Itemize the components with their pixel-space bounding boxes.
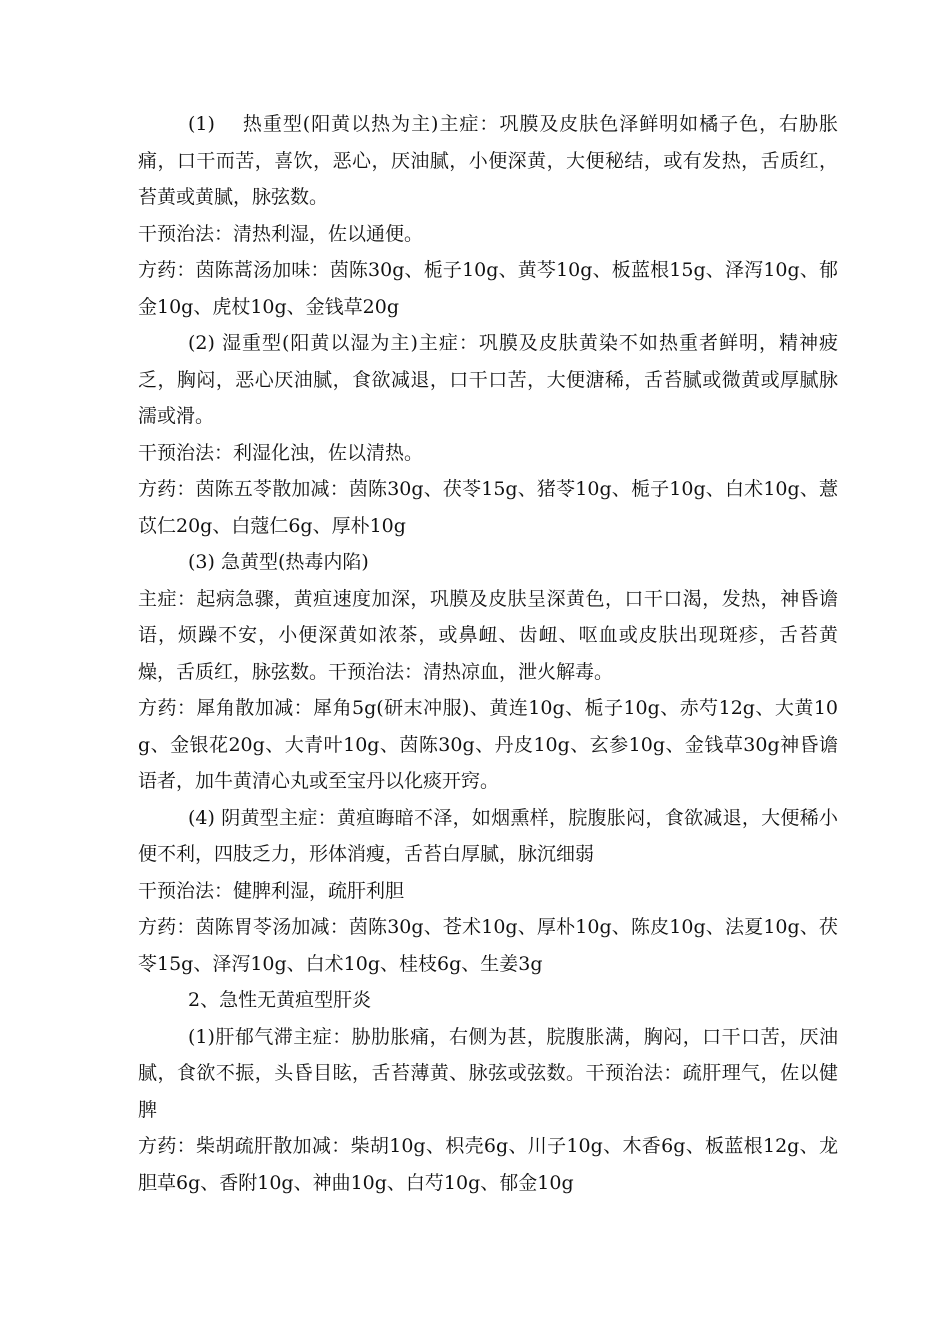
paragraph-type-4-symptoms: (4) 阴黄型主症：黄疸晦暗不泽，如烟熏样，脘腹胀闷，食欲减退，大便稀小便不利，四肢乏力，形体消瘦，舌苔白厚腻，脉沉细弱 <box>138 806 838 865</box>
section-heading-acute-anicteric-hepatitis: 2、急性无黄疸型肝炎 <box>188 989 372 1011</box>
paragraph-liver-qi-stagnation-symptoms: (1)肝郁气滞主症：胁肋胀痛，右侧为甚，脘腹胀满，胸闷，口干口苦，厌油腻，食欲不振，头昏目眩，舌苔薄黄、脉弦或弦数。干预治法：疏肝理气，佐以健脾 <box>138 1025 838 1121</box>
paragraph-type-3-symptoms: 主症：起病急骤，黄疸速度加深，巩膜及皮肤呈深黄色，口干口渴，发热，神昏谵语，烦躁不安，小便深黄如浓茶，或鼻衄、齿衄、呕血或皮肤出现斑疹，舌苔黄燥，舌质红，脉弦数。干预治法：清热凉血，泄火解毒。 <box>138 587 838 683</box>
paragraph-type-4-prescription: 方药：茵陈胃苓汤加减：茵陈30g、苍术10g、厚朴10g、陈皮10g、法夏10g、茯苓15g、泽泻10g、白术10g、桂枝6g、生姜3g <box>138 916 838 975</box>
paragraph-type-1-prescription: 方药：茵陈蒿汤加味：茵陈30g、栀子10g、黄芩10g、板蓝根15g、泽泻10g、郁金10g、虎杖10g、金钱草20g <box>138 259 838 318</box>
paragraph-type-2-prescription: 方药：茵陈五苓散加减：茵陈30g、茯苓15g、猪苓10g、栀子10g、白术10g、薏苡仁20g、白蔻仁6g、厚朴10g <box>138 478 838 537</box>
paragraph-type-4-treatment: 干预治法：健脾利湿，疏肝利胆 <box>138 879 405 902</box>
paragraph-type-1-symptoms: (1) 热重型(阳黄以热为主)主症：巩膜及皮肤色泽鲜明如橘子色，右胁胀痛，口干而苦，喜饮，恶心，厌油腻，小便深黄，大便秘结，或有发热，舌质红，苔黄或黄腻，脉弦数。 <box>138 113 838 208</box>
paragraph-type-3-heading: (3) 急黄型(热毒内陷) <box>188 551 369 573</box>
paragraph-type-2-treatment: 干预治法：利湿化浊，佐以清热。 <box>138 441 424 464</box>
paragraph-type-3-prescription: 方药：犀角散加减：犀角5g(研末冲服)、黄连10g、栀子10g、赤芍12g、大黄10g、金银花20g、大青叶10g、茵陈30g、丹皮10g、玄参10g、金钱草30g神昏谵语者，加牛黄清心丸或至宝丹以化痰开窍。 <box>138 697 838 792</box>
paragraph-type-1-treatment: 干预治法：清热利湿，佐以通便。 <box>138 222 424 245</box>
paragraph-liver-qi-stagnation-prescription: 方药：柴胡疏肝散加减：柴胡10g、枳壳6g、川子10g、木香6g、板蓝根12g、龙胆草6g、香附10g、神曲10g、白芍10g、郁金10g <box>138 1135 838 1194</box>
document-body <box>138 106 838 1201</box>
paragraph-type-2-symptoms: (2) 湿重型(阳黄以湿为主)主症：巩膜及皮肤黄染不如热重者鲜明，精神疲乏，胸闷，恶心厌油腻，食欲减退，口干口苦，大便溏稀，舌苔腻或微黄或厚腻脉濡或滑。 <box>138 332 838 427</box>
